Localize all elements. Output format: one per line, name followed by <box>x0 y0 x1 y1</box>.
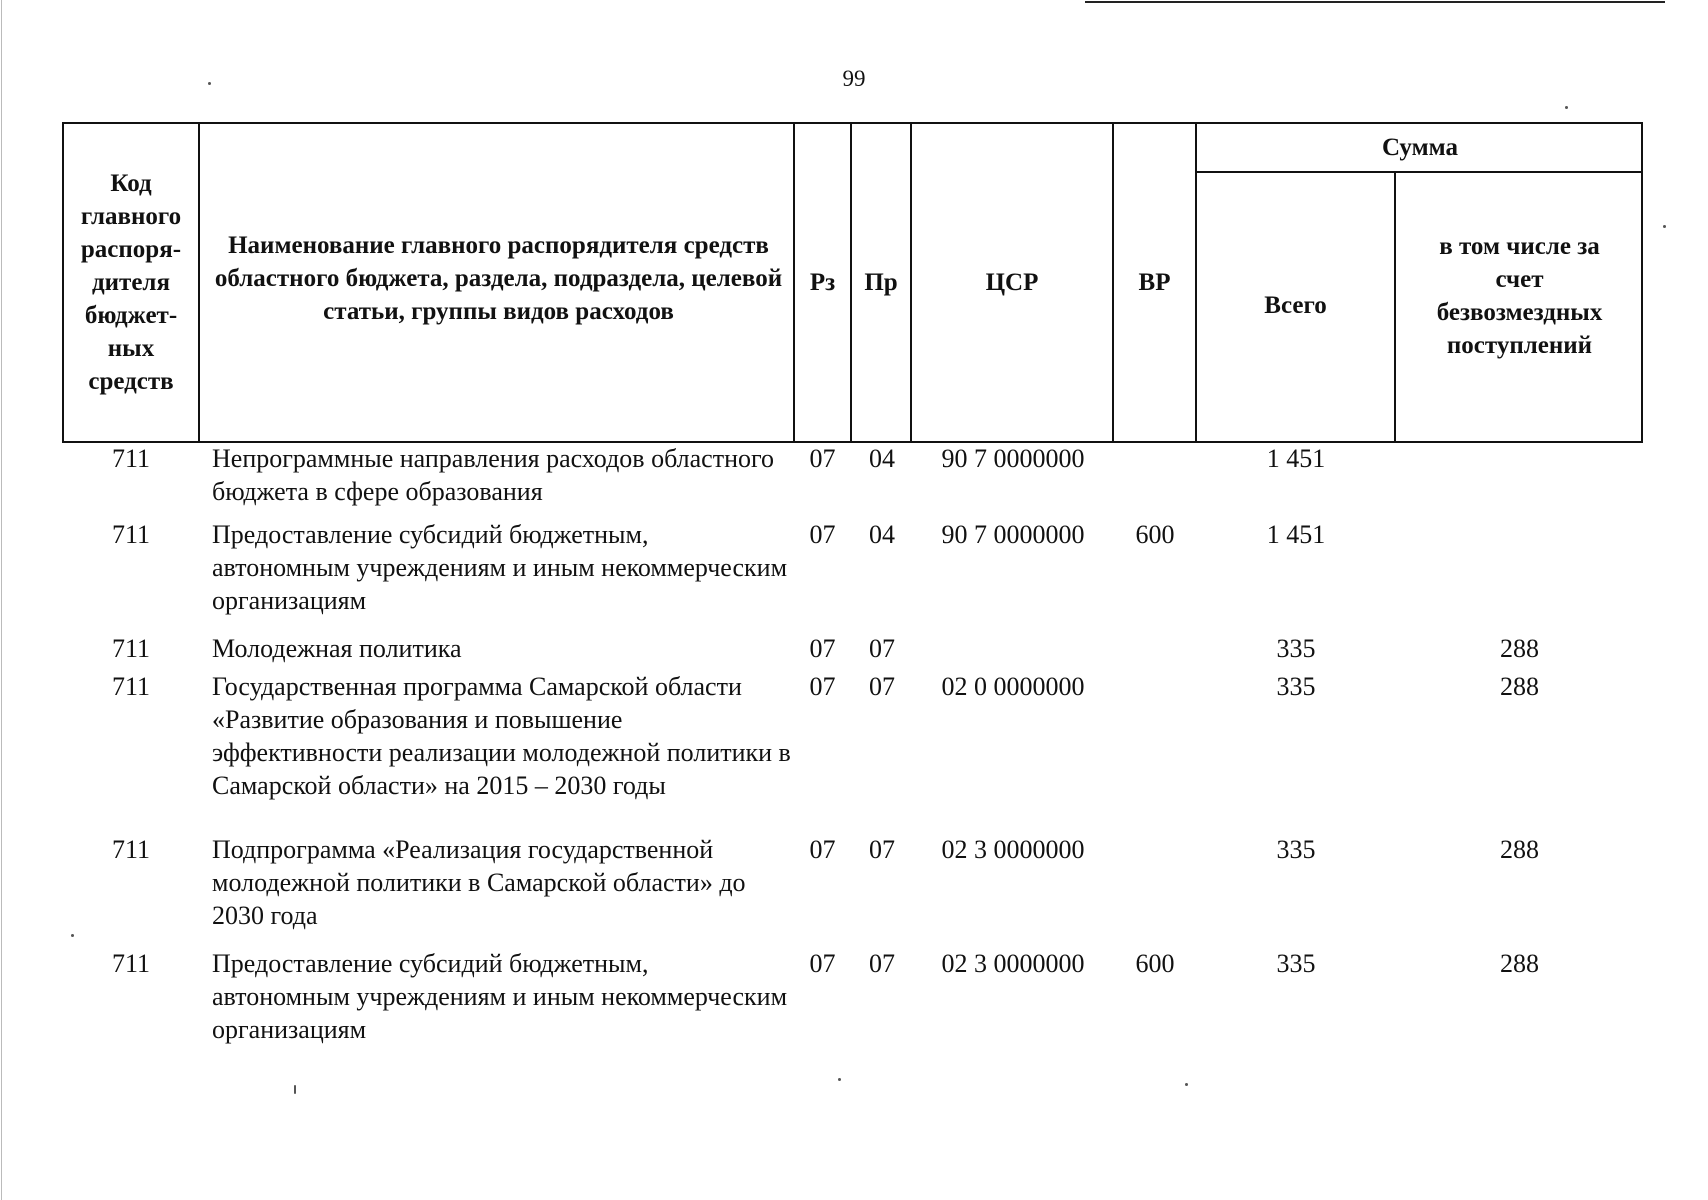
cell-csr: 90 7 0000000 <box>941 444 1085 473</box>
cell-rz: 07 <box>809 444 836 473</box>
cell-total: 1 451 <box>1266 520 1326 549</box>
cell-name: Государственная программа Самарской области «Развитие образования и повышение эффективности реализации молодежной политики в Самарской области» на 2015 – 2030 годы <box>212 672 791 800</box>
cell-pr: 04 <box>869 444 895 473</box>
cell-name: Непрограммные направления расходов областного бюджета в сфере образования <box>212 444 774 506</box>
cell-name: Молодежная политика <box>212 634 462 663</box>
header-pr: Пр <box>864 269 898 296</box>
cell-csr: 02 3 0000000 <box>941 835 1085 864</box>
scan-speck <box>71 934 74 937</box>
cell-code: 711 <box>111 520 151 549</box>
cell-code: 711 <box>111 672 151 701</box>
cell-name: Подпрограмма «Реализация государственной молодежной политики в Самарской области» до 2030 года <box>212 835 746 930</box>
cell-free: 288 <box>1500 672 1539 701</box>
header-code: Код главного распоря-дителя бюджет-ных средств <box>80 170 182 395</box>
cell-pr: 07 <box>869 949 895 978</box>
scan-speck <box>208 82 211 85</box>
cell-pr: 04 <box>869 520 895 549</box>
cell-total: 335 <box>1276 835 1316 864</box>
cell-code: 711 <box>111 835 151 864</box>
cell-total: 335 <box>1276 949 1316 978</box>
scan-edge <box>1 0 2 1200</box>
page-number: 99 <box>842 66 866 91</box>
header-sum: Сумма <box>1382 134 1458 161</box>
cell-name: Предоставление субсидий бюджетным, автономным учреждениям и иным некоммерческим организациям <box>212 949 788 1044</box>
header-rz: Рз <box>809 269 836 296</box>
cell-rz: 07 <box>809 634 836 663</box>
cell-pr: 07 <box>869 672 895 701</box>
scan-speck <box>838 1078 841 1081</box>
cell-csr: 90 7 0000000 <box>941 520 1085 549</box>
scan-speck <box>1663 225 1666 228</box>
cell-name: Предоставление субсидий бюджетным, автономным учреждениям и иным некоммерческим организациям <box>212 520 788 615</box>
cell-code: 711 <box>111 949 151 978</box>
cell-free: 288 <box>1500 949 1539 978</box>
header-total: Всего <box>1264 291 1327 319</box>
cell-free: 288 <box>1500 835 1539 864</box>
cell-code: 711 <box>111 444 151 473</box>
cell-csr: 02 3 0000000 <box>941 949 1085 978</box>
cell-csr: 02 0 0000000 <box>941 672 1085 701</box>
scan-speck <box>1565 106 1568 109</box>
cell-vr: 600 <box>1135 949 1175 978</box>
cell-pr: 07 <box>869 634 895 663</box>
cell-code: 711 <box>111 634 151 663</box>
cell-rz: 07 <box>809 672 836 701</box>
cell-pr: 07 <box>869 835 895 864</box>
header-vr: ВР <box>1138 269 1171 296</box>
header-csr: ЦСР <box>985 269 1039 296</box>
header-name: Наименование главного распорядителя средств областного бюджета, раздела, подраздела, целевой статьи, группы видов расходов <box>214 232 783 325</box>
cell-free: 288 <box>1500 634 1539 663</box>
header-free: в том числе за счет безвозмездных поступлений <box>1436 233 1603 359</box>
cell-vr: 600 <box>1135 520 1175 549</box>
cell-total: 335 <box>1276 634 1316 663</box>
cell-rz: 07 <box>809 835 836 864</box>
scan-artifact-line <box>1085 1 1665 3</box>
header-divider <box>198 122 200 443</box>
cell-rz: 07 <box>809 949 836 978</box>
cell-total: 1 451 <box>1266 444 1326 473</box>
cell-total: 335 <box>1276 672 1316 701</box>
cell-rz: 07 <box>809 520 836 549</box>
scan-speck <box>1185 1083 1188 1086</box>
scan-speck <box>294 1085 296 1094</box>
